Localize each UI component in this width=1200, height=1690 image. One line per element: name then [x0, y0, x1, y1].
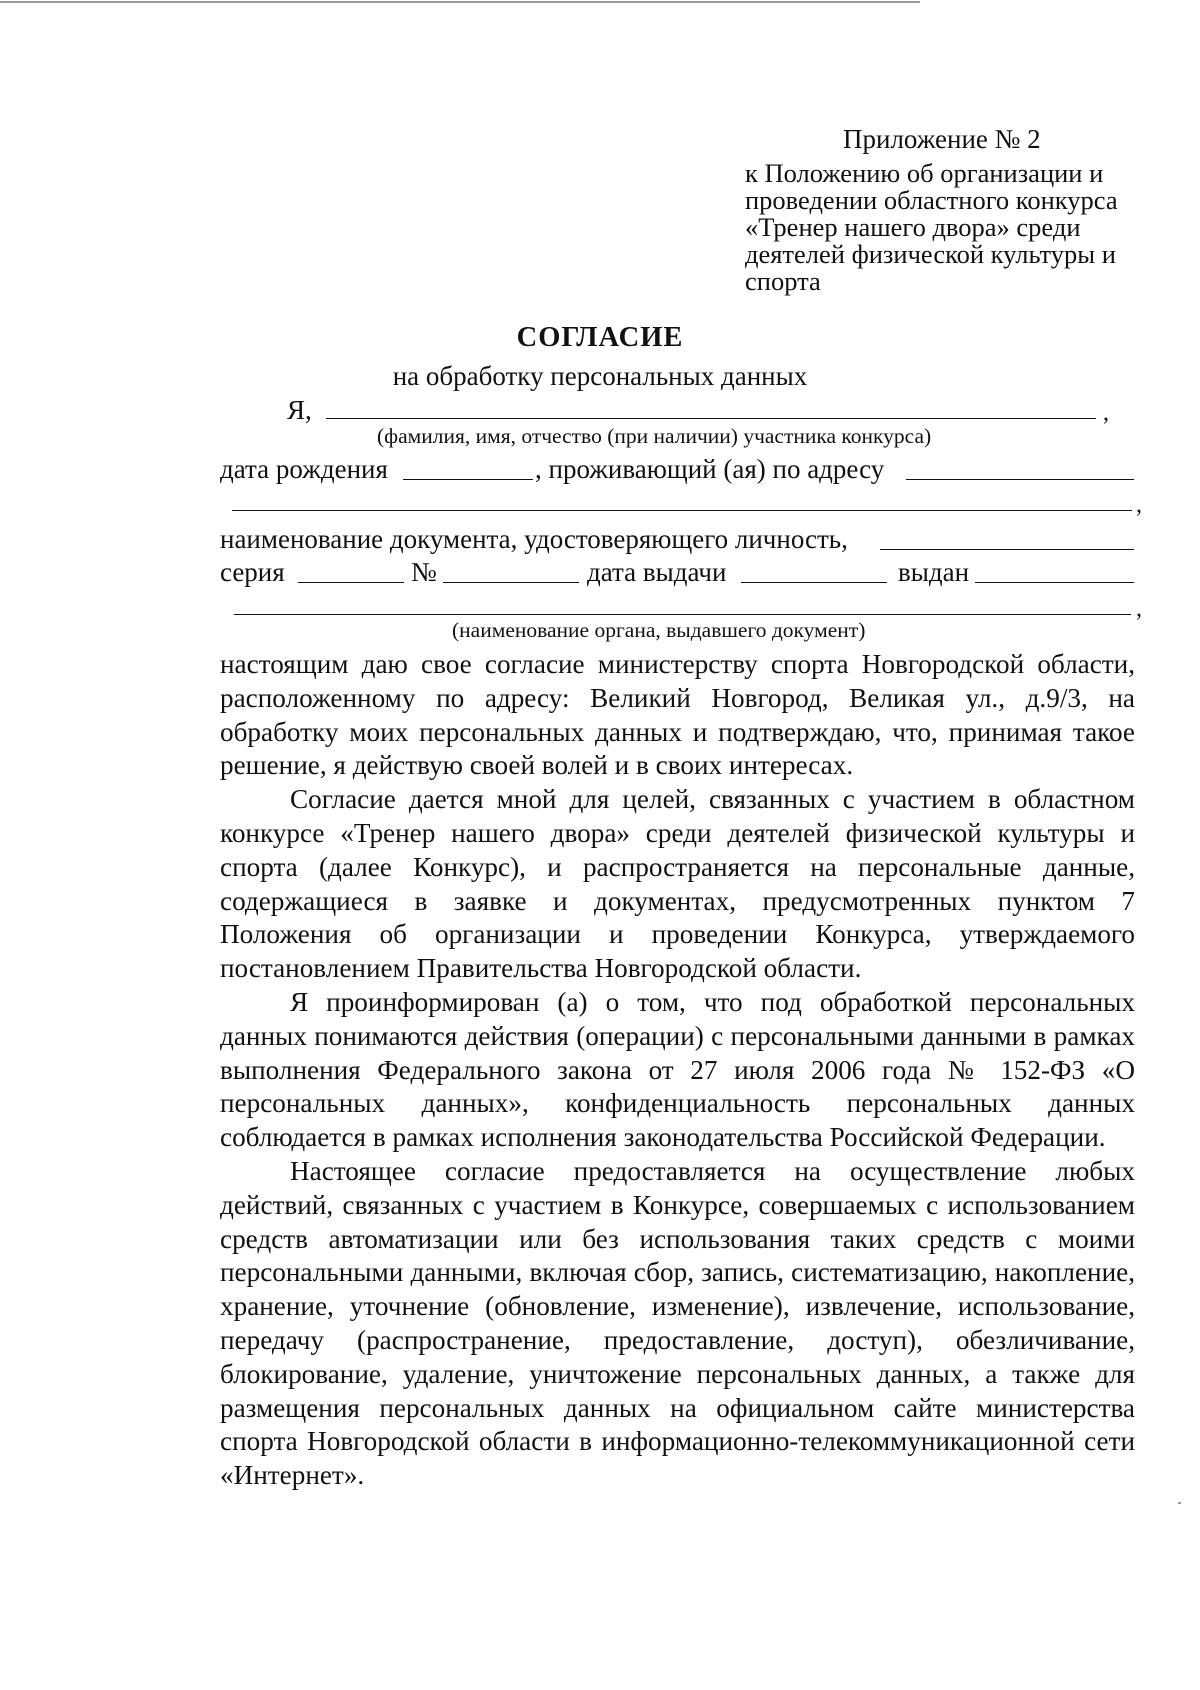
- issuing-authority-field[interactable]: [234, 614, 1131, 615]
- scope-paragraph: Настоящее согласие предоставляется на осуществление любых действий, связанных с участием в Конкурсе, совершаемых с использованием средств автоматизации или без использования таких средств с моими персональными данными, включая сбор, запись, систематизацию, накопление, хранение, уточнение (обновление, изменение), извлечение, использование, передачу (распространение, предоставление, доступ), обезличивание, блокирование, удаление, уничтожение персональных данных, а также для размещения персональных данных на официальном сайте министерства спорта Новгородской области в информационно-телекоммуникационной сети «Интернет».: [220, 1155, 1135, 1491]
- appendix-title: Приложение № 2: [843, 124, 1041, 154]
- residing-label: , проживающий (ая) по адресу: [535, 454, 885, 484]
- address-comma: ,: [1136, 492, 1142, 518]
- appendix-line: спорта: [745, 266, 821, 296]
- consent-body: [220, 648, 1135, 1493]
- name-comma: ,: [1103, 400, 1109, 426]
- document-title: СОГЛАСИЕ: [516, 322, 684, 353]
- issuer-comma: ,: [1136, 596, 1142, 622]
- issuing-authority-caption: (наименование органа, выдавшего документ): [452, 618, 866, 642]
- address-continuation-field[interactable]: [232, 510, 1132, 511]
- full-name-caption: (фамилия, имя, отчество (при наличии) участника конкурса): [377, 424, 932, 448]
- document-subtitle: на обработку персональных данных: [392, 361, 808, 391]
- number-field[interactable]: [443, 582, 579, 583]
- purpose-paragraph: Согласие дается мной для целей, связанных с участием в областном конкурсе «Тренер нашего двора» среди деятелей физической культуры и спорта (далее Конкурс), и распространяется на персональные данные, содержащиеся в заявке и документах, предусмотренных пунктом 7 Положения об организации и проведении Конкурса, утверждаемого постановлением Правительства Новгородской области.: [220, 784, 1135, 984]
- issue-date-field[interactable]: [741, 582, 887, 583]
- appendix-line: к Положению об организации и: [745, 158, 1104, 188]
- appendix-line: «Тренер нашего двора» среди: [745, 212, 1081, 242]
- scan-edge-line: [0, 1, 920, 3]
- birth-date-label: дата рождения: [220, 454, 388, 484]
- i-label: Я,: [287, 395, 312, 425]
- address-field[interactable]: [906, 479, 1134, 480]
- scan-speck: [1178, 1502, 1181, 1504]
- issued-by-field[interactable]: [975, 582, 1134, 583]
- series-label: серия: [220, 557, 285, 587]
- series-field[interactable]: [298, 582, 404, 583]
- id-document-field[interactable]: [880, 549, 1134, 550]
- issue-date-label: дата выдачи: [587, 557, 727, 587]
- appendix-reference: [745, 160, 1145, 295]
- informed-paragraph: Я проинформирован (а) о том, что под обработкой персональных данных понимаются действия (операции) с персональными данными в рамках выполнения Федерального закона от 27 июля 2006 года № 152-ФЗ «О персональных данных», конфиденциальность персональных данных соблюдается в рамках исполнения законодательства Российской Федерации.: [220, 986, 1135, 1153]
- appendix-line: проведении областного конкурса: [745, 185, 1118, 215]
- full-name-field[interactable]: [326, 418, 1096, 419]
- id-document-label: наименование документа, удостоверяющего личность,: [220, 524, 848, 554]
- consent-paragraph: настоящим даю свое согласие министерству спорта Новгородской области, расположенному по адресу: Великий Новгород, Великая ул., д.9/3, на обработку моих персональных данных и подтверждаю, что, принимая такое решение, я действую своей волей и в своих интересах.: [220, 649, 1135, 781]
- issued-by-label: выдан: [898, 557, 970, 587]
- number-label: №: [411, 557, 437, 587]
- appendix-line: деятелей физической культуры и: [745, 239, 1116, 269]
- birth-date-field[interactable]: [403, 479, 533, 480]
